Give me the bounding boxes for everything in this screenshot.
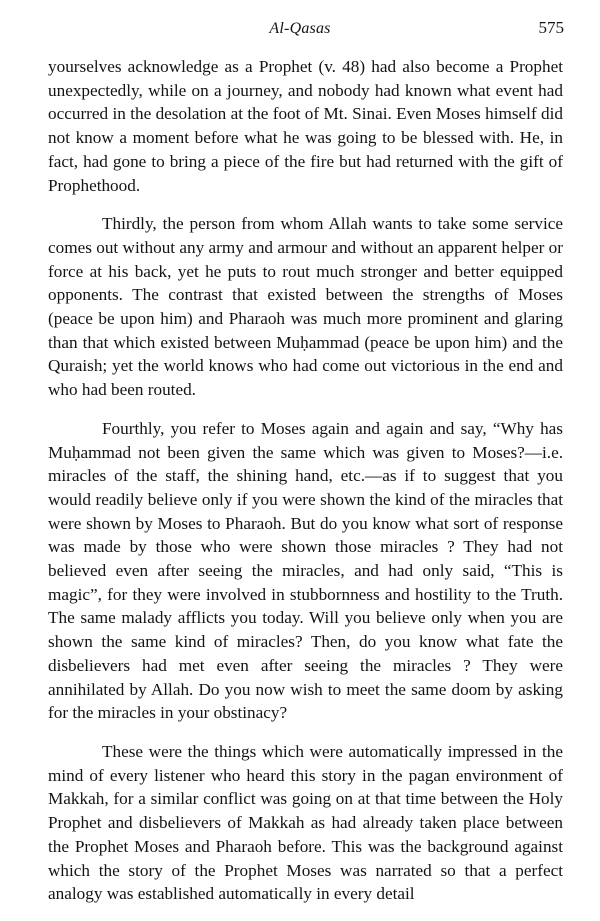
chapter-title: Al-Qasas [269, 20, 331, 37]
page-number: 575 [538, 18, 564, 37]
body-text [48, 55, 563, 921]
paragraph-continuation: yourselves acknowledge as a Prophet (v. 48) had also become a Prophet unexpectedly, while on a journey, and nobody had known what event had occurred in the desolation at the foot of Mt. Sinai. Even Moses himself did not know a moment before what he was going to be blessed with. He, in fact, had gone to bring a piece of the fire but had returned with the gift of Prophethood. [48, 57, 563, 195]
paragraph-fourthly: Fourthly, you refer to Moses again and again and say, “Why has Muḥammad not been given the same which was given to Moses?—i.e. miracles of the staff, the shining hand, etc.—as if to suggest that you would readily believe only if you were shown the kind of the miracles that were shown by Moses to Pharaoh. But do you know what sort of response was made by those who were shown those miracles ? They had not believed even after seeing the miracles, and had only said, “This is magic”, for they were involved in stubbornness and hostility to the Truth. The same malady afflicts you today. Will you believe only when you are shown the same kind of miracles? Then, do you know what fate the disbelievers had met even after seeing the miracles ? They were annihilated by Allah. Do you now wish to meet the same doom by asking for the miracles in your obstinacy? [48, 418, 563, 723]
running-head [0, 18, 600, 46]
paragraph-thirdly: Thirdly, the person from whom Allah wants to take some service comes out without any army and armour and without an apparent helper or force at his back, yet he puts to rout much stronger and better equipped opponents. The contrast that existed between the strengths of Moses (peace be upon him) and Pharaoh was much more prominent and glaring than that which existed between Muḥammad (peace be upon him) and the Quraish; yet the world knows who had come out victorious in the end and who had been routed. [48, 214, 563, 400]
paragraph-conclusion: These were the things which were automatically impressed in the mind of every listener who heard this story in the pagan environment of Makkah, for a similar conflict was going on at that time between the Holy Prophet and disbelievers of Makkah as had already taken place between the Prophet Moses and Pharaoh before. This was the background against which the story of the Prophet Moses was narrated so that a perfect analogy was established automatically in every detail [48, 741, 563, 904]
